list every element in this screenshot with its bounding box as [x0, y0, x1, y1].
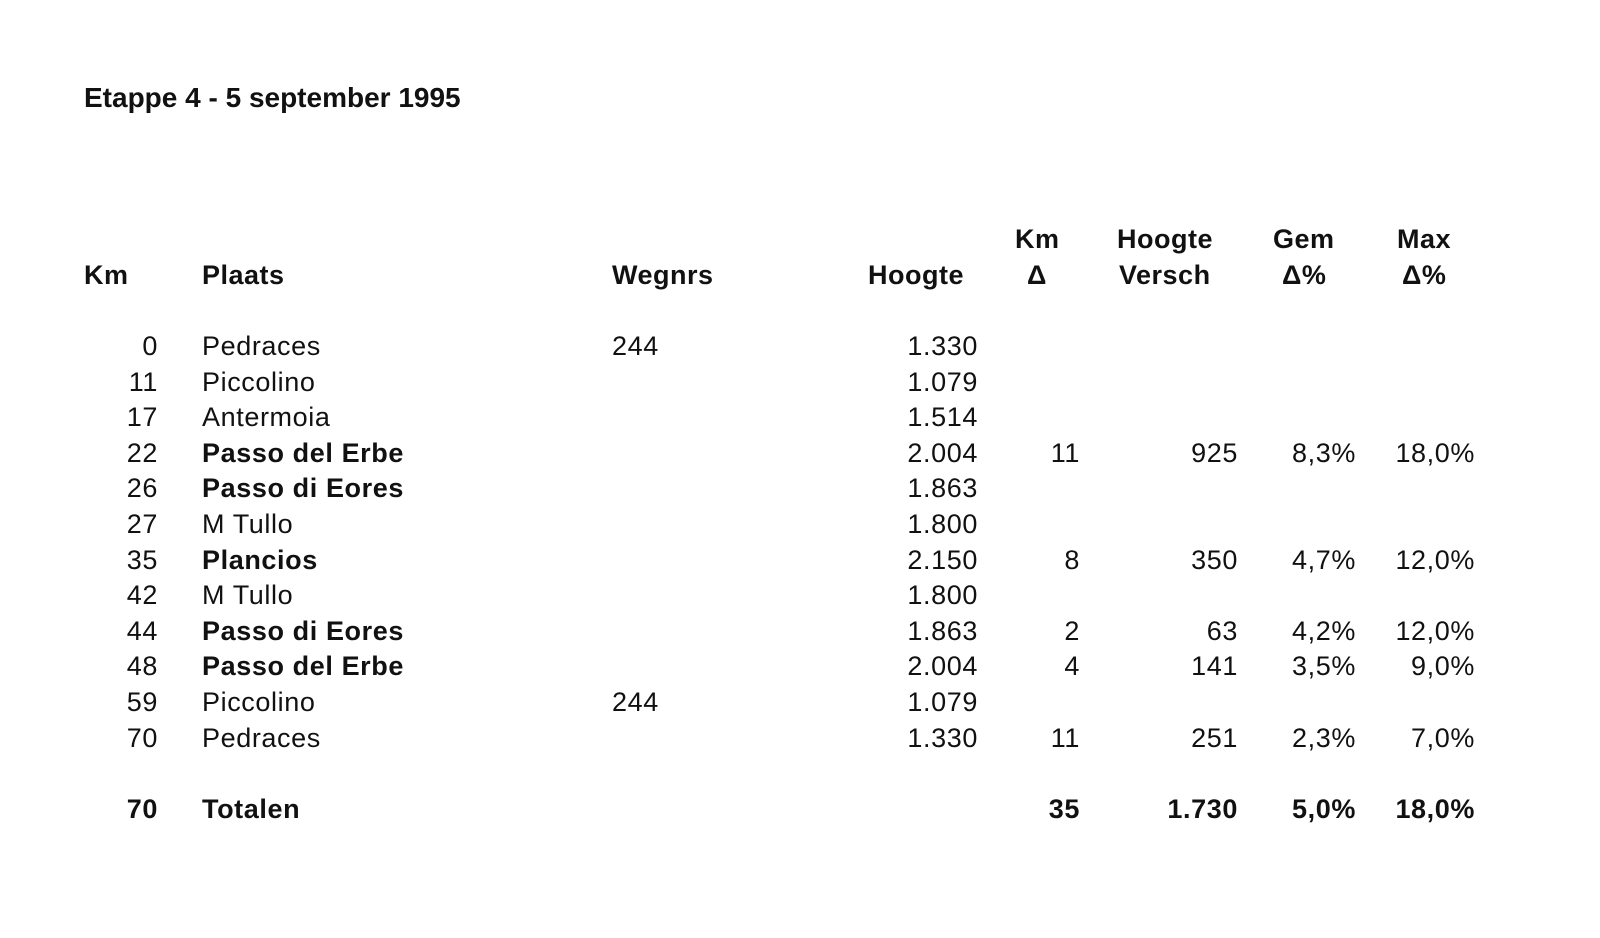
row-hoogte-versch: 350 — [1191, 545, 1238, 575]
row-gem: 4,2% — [1292, 616, 1356, 646]
row-hoogte: 1.863 — [907, 616, 978, 646]
page-title: Etappe 4 - 5 september 1995 — [84, 82, 461, 113]
totals-km: 70 — [126, 794, 158, 824]
totals-max: 18,0% — [1395, 794, 1475, 824]
row-plaats: Passo di Eores — [202, 473, 404, 503]
row-km-delta: 2 — [1064, 616, 1080, 646]
row-hoogte: 2.150 — [907, 545, 978, 575]
row-hoogte-versch: 63 — [1206, 616, 1238, 646]
header-km-delta-line1: Km — [1015, 224, 1060, 254]
header-hoogte-versch-line2: Versch — [1119, 260, 1211, 290]
row-plaats: Plancios — [202, 545, 318, 575]
header-gem-line2: Δ% — [1282, 260, 1327, 290]
header-gem-line1: Gem — [1273, 224, 1335, 254]
row-plaats: M Tullo — [202, 509, 294, 539]
row-gem: 2,3% — [1292, 723, 1356, 753]
row-km: 59 — [126, 687, 158, 717]
row-hoogte-versch: 251 — [1191, 723, 1238, 753]
row-km: 0 — [142, 331, 158, 361]
row-max: 12,0% — [1395, 545, 1475, 575]
row-km-delta: 8 — [1064, 545, 1080, 575]
row-km: 44 — [126, 616, 158, 646]
row-plaats: Piccolino — [202, 367, 316, 397]
totals-km-delta: 35 — [1048, 794, 1080, 824]
row-hoogte: 2.004 — [907, 651, 978, 681]
header-km-delta-line2: Δ — [1027, 260, 1047, 290]
row-hoogte: 1.330 — [907, 331, 978, 361]
row-hoogte-versch: 141 — [1191, 651, 1238, 681]
row-plaats: Piccolino — [202, 687, 316, 717]
row-km: 27 — [126, 509, 158, 539]
row-plaats: M Tullo — [202, 580, 294, 610]
row-wegnrs: 244 — [612, 331, 659, 361]
header-wegnrs: Wegnrs — [612, 260, 714, 290]
row-km: 26 — [126, 473, 158, 503]
row-hoogte: 2.004 — [907, 438, 978, 468]
row-hoogte: 1.514 — [907, 402, 978, 432]
row-max: 7,0% — [1411, 723, 1475, 753]
row-plaats: Passo del Erbe — [202, 651, 404, 681]
row-max: 9,0% — [1411, 651, 1475, 681]
row-gem: 4,7% — [1292, 545, 1356, 575]
row-max: 12,0% — [1395, 616, 1475, 646]
totals-gem: 5,0% — [1292, 794, 1356, 824]
row-max: 18,0% — [1395, 438, 1475, 468]
header-hoogte-versch-line1: Hoogte — [1117, 224, 1213, 254]
row-hoogte: 1.330 — [907, 723, 978, 753]
row-km: 17 — [126, 402, 158, 432]
header-plaats: Plaats — [202, 260, 285, 290]
row-plaats: Passo di Eores — [202, 616, 404, 646]
row-plaats: Pedraces — [202, 331, 321, 361]
row-km-delta: 11 — [1050, 723, 1080, 753]
header-max-line2: Δ% — [1402, 260, 1447, 290]
header-hoogte: Hoogte — [868, 260, 964, 290]
row-km: 35 — [126, 545, 158, 575]
row-gem: 3,5% — [1292, 651, 1356, 681]
row-km-delta: 4 — [1064, 651, 1080, 681]
row-km: 42 — [126, 580, 158, 610]
totals-label: Totalen — [202, 794, 301, 824]
row-km: 22 — [126, 438, 158, 468]
row-km: 11 — [128, 367, 158, 397]
totals-hoogte-versch: 1.730 — [1167, 794, 1238, 824]
row-km: 70 — [126, 723, 158, 753]
row-km: 48 — [126, 651, 158, 681]
row-hoogte: 1.079 — [907, 367, 978, 397]
row-hoogte: 1.800 — [907, 580, 978, 610]
header-max-line1: Max — [1397, 224, 1452, 254]
row-km-delta: 11 — [1050, 438, 1080, 468]
row-hoogte: 1.863 — [907, 473, 978, 503]
row-wegnrs: 244 — [612, 687, 659, 717]
row-hoogte: 1.800 — [907, 509, 978, 539]
row-gem: 8,3% — [1292, 438, 1356, 468]
header-km: Km — [84, 260, 129, 290]
row-hoogte-versch: 925 — [1191, 438, 1238, 468]
row-plaats: Passo del Erbe — [202, 438, 404, 468]
row-plaats: Antermoia — [202, 402, 331, 432]
row-plaats: Pedraces — [202, 723, 321, 753]
row-hoogte: 1.079 — [907, 687, 978, 717]
